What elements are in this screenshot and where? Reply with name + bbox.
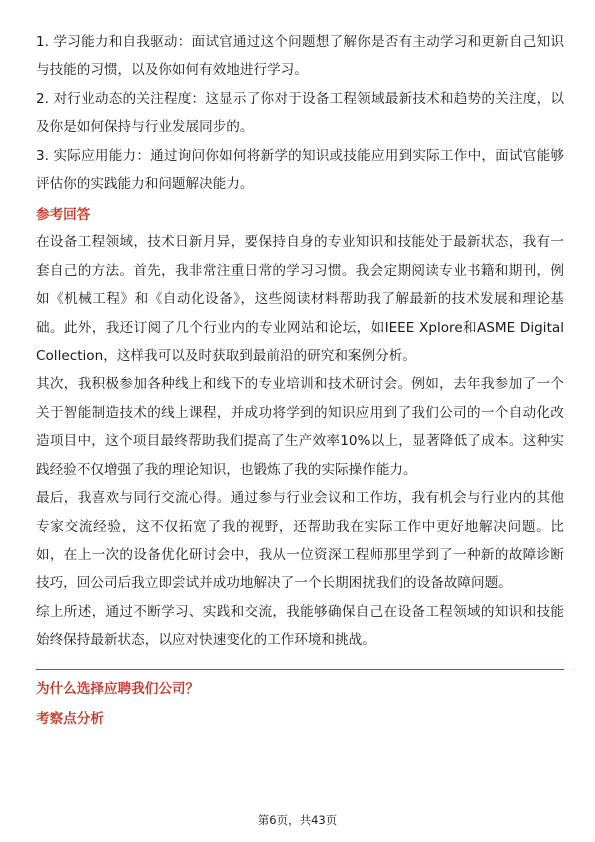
analysis-heading: 考察点分析 bbox=[36, 710, 104, 727]
page-footer: 第6页，共43页 bbox=[257, 813, 338, 827]
list-item-practical-application: 3. 实际应用能力：通过询问你如何将新学的知识或技能应用到实际工作中，面试官能够评估你的实践能力和问题解决能力。 bbox=[36, 147, 564, 193]
next-question-heading: 为什么选择应聘我们公司？ bbox=[36, 680, 200, 697]
answer-heading: 参考回答 bbox=[36, 207, 91, 224]
list-item-industry-trends: 2. 对行业动态的关注程度：这显示了你对于设备工程领域最新技术和趋势的关注度，以及你是如何保持与行业发展同步的。 bbox=[36, 90, 564, 136]
page-content bbox=[36, 28, 564, 732]
answer-paragraph-2: 其次，我积极参加各种线上和线下的专业培训和技术研讨会。例如，去年我参加了一个关于智能制造技术的线上课程，并成功将学到的知识应用到了我们公司的一个自动化改造项目中，这个项目最终帮助我们提高了生产效率10%以上，显著降低了成本。这种实践经验不仅增强了我的理论知识，也锻炼了我的实际操作能力。 bbox=[36, 376, 564, 478]
answer-paragraph-4: 综上所述，通过不断学习、实践和交流，我能够确保自己在设备工程领域的知识和技能始终保持最新状态，以应对快速变化的工作环境和挑战。 bbox=[36, 603, 564, 649]
answer-paragraph-1: 在设备工程领域，技术日新月异，要保持自身的专业知识和技能处于最新状态，我有一套自己的方法。首先，我非常注重日常的学习习惯。我会定期阅读专业书籍和期刊，例如《机械工程》和《自动化设备》，这些阅读材料帮助我了解最新的技术发展和理论基础。此外，我还订阅了几个行业内的专业网站和论坛，如IEEE Xplore和ASME Digital Collection，这样我可以及时获取到最前沿的研究和案例分析。 bbox=[36, 234, 564, 365]
answer-paragraph-3: 最后，我喜欢与同行交流心得。通过参与行业会议和工作坊，我有机会与行业内的其他专家交流经验，这不仅拓宽了我的视野，还帮助我在实际工作中更好地解决问题。比如，在上一次的设备优化研讨会中，我从一位资深工程师那里学到了一种新的故障诊断技巧，回公司后我立即尝试并成功地解决了一个长期困扰我们的设备故障问题。 bbox=[36, 490, 564, 592]
section-divider bbox=[36, 669, 564, 670]
list-item-learning: 1. 学习能力和自我驱动：面试官通过这个问题想了解你是否有主动学习和更新自己知识与技能的习惯，以及你如何有效地进行学习。 bbox=[36, 34, 564, 79]
